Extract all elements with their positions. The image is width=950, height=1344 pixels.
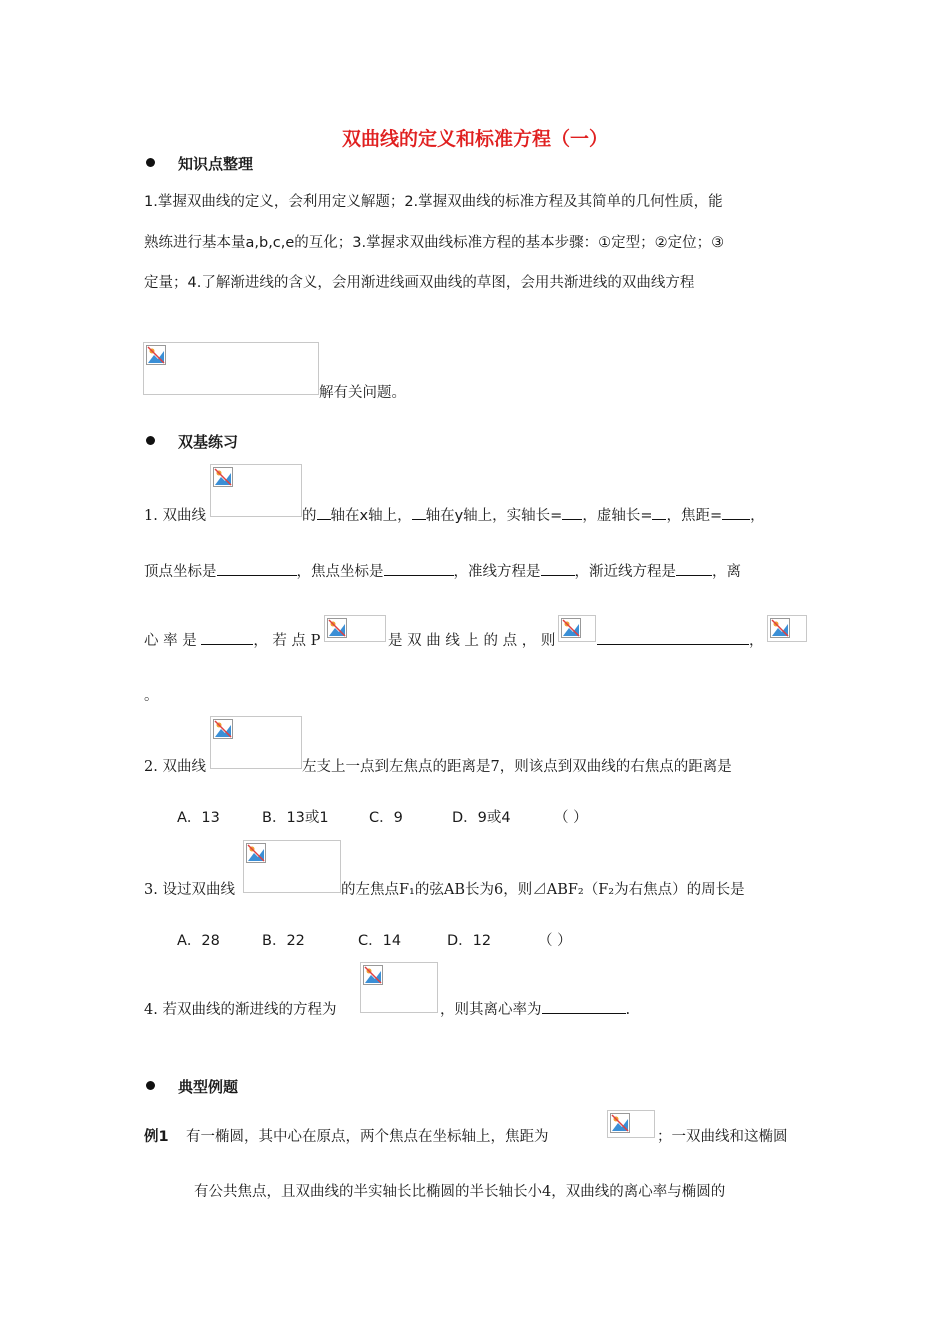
example-label: 例1 <box>144 1129 169 1145</box>
answer-blank[interactable] <box>676 561 712 576</box>
section-heading-basics: 双基练习 <box>178 433 239 451</box>
q3-text: 3. 设过双曲线 <box>144 882 235 898</box>
section-heading-examples: 典型例题 <box>178 1078 239 1096</box>
q1-text: ，焦距= <box>666 508 723 524</box>
answer-blank[interactable] <box>542 999 626 1014</box>
example-text: 有一椭圆，其中心在原点，两个焦点在坐标轴上，焦距为 <box>186 1129 549 1145</box>
q2-option[interactable]: C．9 <box>369 810 403 826</box>
q1-text: 是 双 曲 线 上 的 点 ， 则 <box>388 633 556 649</box>
answer-blank[interactable] <box>217 561 297 576</box>
formula-image <box>767 615 807 642</box>
q2-option[interactable]: D．9或4 <box>452 810 511 826</box>
formula-image <box>360 962 438 1013</box>
q4-text: 4. 若双曲线的渐进线的方程为 <box>144 1002 337 1018</box>
q3-answer-bracket[interactable]: （ ） <box>538 933 572 949</box>
broken-image-icon <box>213 467 233 487</box>
q1-text: 。 <box>144 688 159 704</box>
broken-image-icon <box>213 719 233 739</box>
q1-text: ， 若 点 P <box>253 633 321 649</box>
knowledge-line-3: 定量；4.了解渐进线的含义，会用渐进线画双曲线的草图，会用共渐进线的双曲线方程 <box>144 275 695 291</box>
broken-image-icon <box>610 1113 630 1133</box>
q1-text: ，离 <box>712 564 741 580</box>
q4-text: . <box>625 1002 631 1018</box>
q2-option[interactable]: B．13或1 <box>262 810 329 826</box>
q1-line-1 <box>302 504 765 525</box>
q1-text: 轴在x轴上， <box>330 508 412 524</box>
broken-image-icon <box>770 618 790 638</box>
formula-image <box>243 840 341 893</box>
section-heading-knowledge: 知识点整理 <box>178 155 254 173</box>
bullet-icon <box>146 1081 155 1090</box>
broken-image-icon <box>327 618 347 638</box>
formula-image <box>143 342 319 395</box>
answer-blank[interactable] <box>597 630 749 645</box>
q1-text: 顶点坐标是 <box>144 564 217 580</box>
q1-answer-row <box>597 629 764 650</box>
q1-text: ，准线方程是 <box>453 564 541 580</box>
q2-text: 左支上一点到左焦点的距离是7，则该点到双曲线的右焦点的距离是 <box>302 759 732 775</box>
page-title: 双曲线的定义和标准方程（一） <box>341 128 608 150</box>
knowledge-line-1: 1.掌握双曲线的定义，会利用定义解题；2.掌握双曲线的标准方程及其简单的几何性质，能 <box>144 194 723 210</box>
q2-text: 2. 双曲线 <box>144 759 206 775</box>
formula-image <box>210 716 302 769</box>
formula-image <box>324 615 386 642</box>
q3-option[interactable]: B．22 <box>262 933 305 949</box>
broken-image-icon <box>246 843 266 863</box>
q1-line-3 <box>144 629 320 650</box>
q1-text: ，渐近线方程是 <box>574 564 676 580</box>
answer-blank[interactable] <box>201 630 253 645</box>
q3-option[interactable]: D．12 <box>447 933 492 949</box>
q1-line-2 <box>144 560 741 581</box>
bullet-icon <box>146 158 155 167</box>
answer-blank[interactable] <box>722 505 750 520</box>
q3-text: 的左焦点F₁的弦AB长为6，则⊿ABF₂（F₂为右焦点）的周长是 <box>341 882 745 898</box>
q4-line <box>440 998 630 1019</box>
answer-blank[interactable] <box>652 505 666 520</box>
formula-image <box>607 1110 655 1138</box>
knowledge-line-2: 熟练进行基本量a,b,c,e的互化；3.掌握求双曲线标准方程的基本步骤：①定型；②定位；③ <box>144 235 725 251</box>
q1-text: 心 率 是 <box>144 633 197 649</box>
q1-text: 1. 双曲线 <box>144 508 206 524</box>
formula-image <box>210 464 302 517</box>
answer-blank[interactable] <box>412 505 426 520</box>
q3-option[interactable]: C．14 <box>358 933 402 949</box>
q3-option[interactable]: A．28 <box>177 933 220 949</box>
knowledge-line-4: 解有关问题。 <box>319 385 406 401</box>
answer-blank[interactable] <box>317 505 331 520</box>
q2-option[interactable]: A．13 <box>177 810 220 826</box>
example-text: 有公共焦点，且双曲线的半实轴长比椭圆的半长轴长小4，双曲线的离心率与椭圆的 <box>194 1184 726 1200</box>
q1-text: 的 <box>302 508 317 524</box>
answer-blank[interactable] <box>541 561 575 576</box>
q1-text: 轴在y轴上，实轴长= <box>425 508 563 524</box>
bullet-icon <box>146 436 155 445</box>
q1-text: ， <box>749 633 764 649</box>
q1-text: ，焦点坐标是 <box>296 564 384 580</box>
q2-answer-bracket[interactable]: （ ） <box>554 810 588 826</box>
answer-blank[interactable] <box>562 505 582 520</box>
broken-image-icon <box>363 965 383 985</box>
broken-image-icon <box>561 618 581 638</box>
q1-text: ，虚轴长= <box>582 508 653 524</box>
formula-image <box>558 615 596 642</box>
q1-text: ， <box>750 508 765 524</box>
broken-image-icon <box>146 345 166 365</box>
example-text: ；一双曲线和这椭圆 <box>657 1129 788 1145</box>
answer-blank[interactable] <box>384 561 454 576</box>
q4-text: ，则其离心率为 <box>440 1002 542 1018</box>
